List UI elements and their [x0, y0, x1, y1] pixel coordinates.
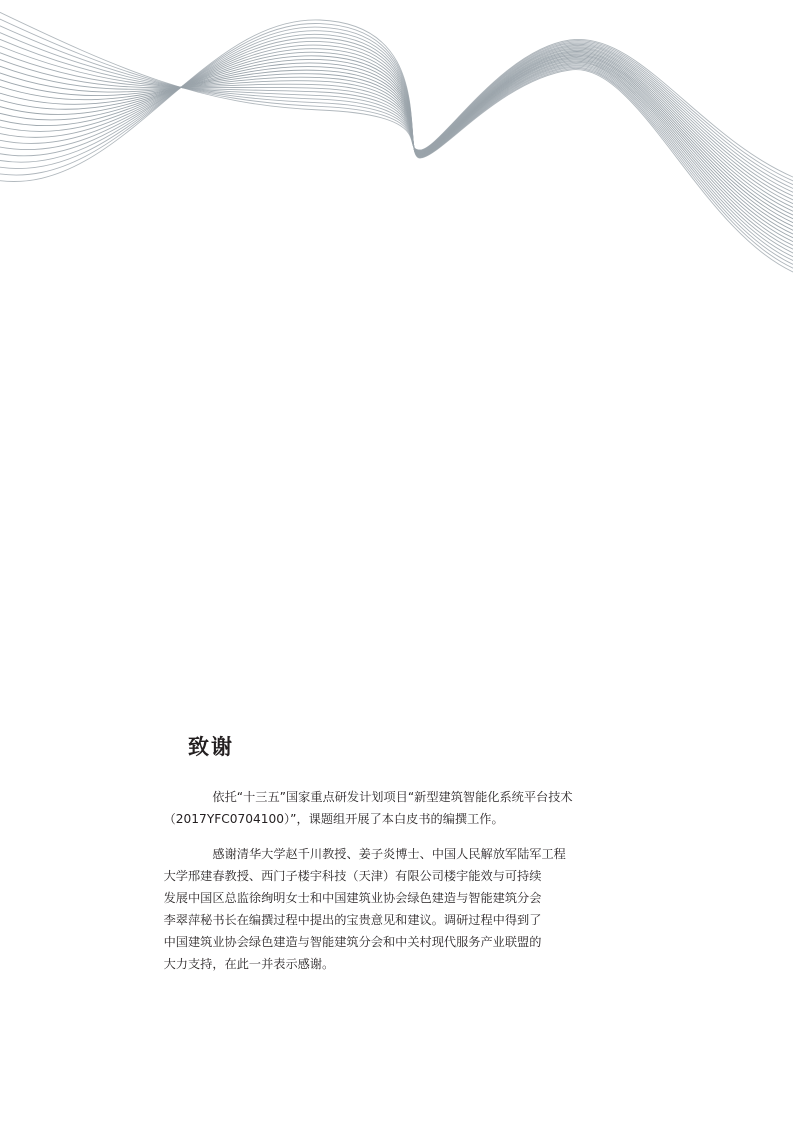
decorative-wave-lines [0, 0, 793, 300]
text-line: 发展中国区总监徐绚明女士和中国建筑业协会绿色建造与智能建筑分会 [163, 891, 542, 905]
wave-line [0, 20, 793, 275]
paragraph-project [163, 786, 606, 830]
text-line: 李翠萍秘书长在编撰过程中提出的宝贵意见和建议。调研过程中得到了 [163, 913, 542, 927]
acknowledgements-section [163, 732, 606, 988]
page-title: 致谢 [188, 735, 234, 759]
text-line: 大学邢建春教授、西门子楼宇科技（天津）有限公司楼宇能效与可持续 [163, 869, 542, 883]
paragraph-thanks [163, 843, 606, 975]
text-line: 中国建筑业协会绿色建造与智能建筑分会和中关村现代服务产业联盟的 [163, 935, 542, 949]
text-line: 感谢清华大学赵千川教授、姜子炎博士、中国人民解放军陆军工程 [212, 847, 566, 861]
text-line: 大力支持，在此一并表示感谢。 [163, 957, 335, 971]
text-line: （2017YFC0704100）”，课题组开展了本白皮书的编撰工作。 [163, 812, 504, 826]
text-line: 依托“十三五”国家重点研发计划项目“新型建筑智能化系统平台技术 [212, 790, 573, 804]
